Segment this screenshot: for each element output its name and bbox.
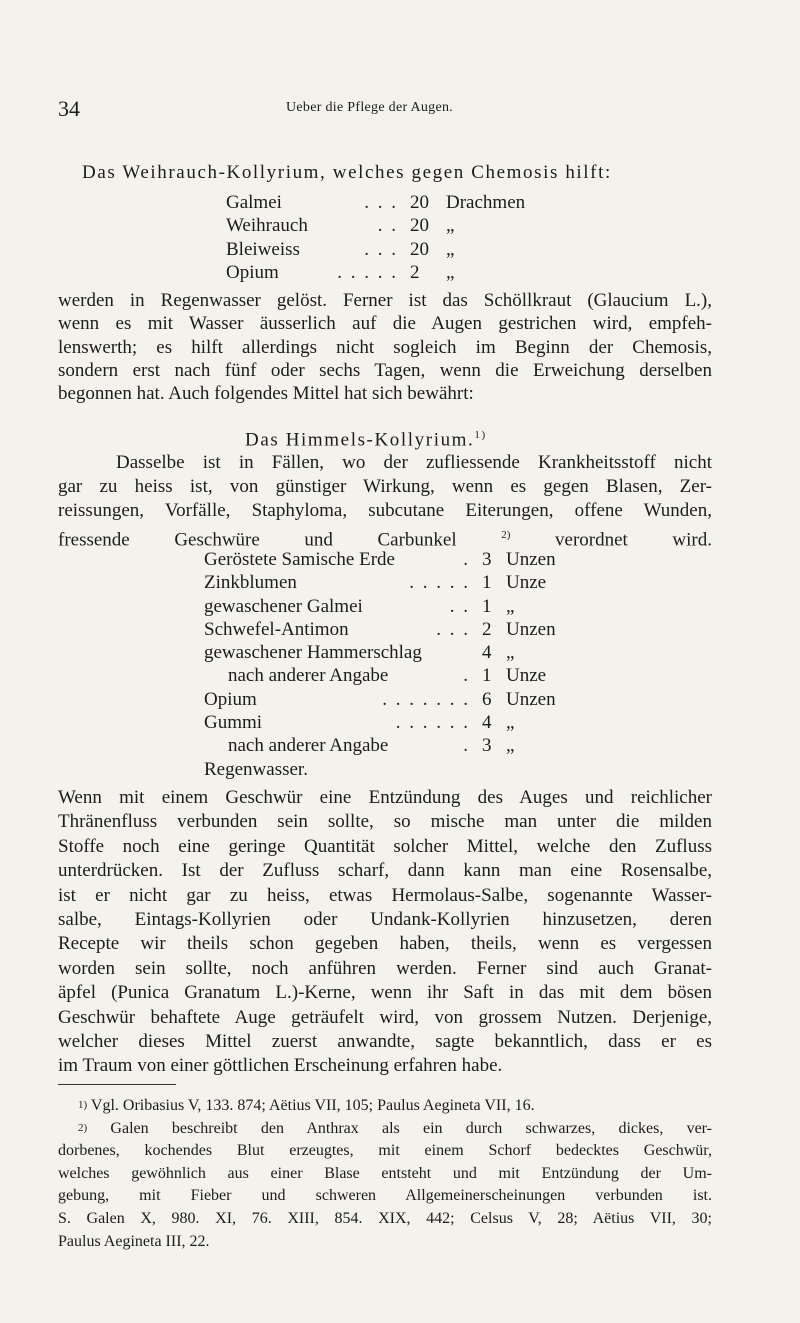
ingredient-name: Opium (226, 261, 279, 283)
leader-dots: . (463, 665, 470, 687)
footnote-line: S. Galen X, 980. XI, 76. XIII, 854. XIX, 442; Celsus V, 28; Aëtius VII, 30; (58, 1210, 712, 1227)
leader-dots: . . . . . . (395, 712, 470, 734)
text-line: begonnen hat. Auch folgendes Mittel hat sich bewährt: (58, 383, 474, 405)
recipe-row (204, 711, 584, 734)
recipe-row (226, 261, 546, 284)
ingredient-name: Geröstete Samische Erde (204, 549, 395, 570)
ingredient-quantity: 1 (482, 665, 492, 687)
text-line: Wenn mit einem Geschwür eine Entzündung des Auges und reichlicher (58, 787, 712, 808)
ingredient-name: Galmei (226, 192, 282, 213)
text-line: unterdrücken. Ist der Zufluss scharf, dann kann man eine Rosensalbe, (58, 860, 712, 882)
footnote-line: $^{1)}$ Vgl. Oribasius V, 133. 874; Aëtius VII, 105; Paulus Aegineta VII, 16. (78, 1097, 535, 1114)
ingredient-name: Bleiweiss (226, 238, 300, 260)
ingredient-unit: Unzen (506, 549, 556, 570)
page-header (58, 96, 718, 124)
recipe-heading-himmels (245, 424, 545, 451)
leader-dots: . . . (436, 618, 470, 640)
text-before-ref: fressende Geschwüre und Carbunkel (58, 529, 457, 551)
ingredient-unit: „ (446, 238, 455, 260)
recipe-row (204, 571, 584, 594)
leader-dots: . (463, 549, 470, 570)
text-line: reissungen, Vorfälle, Staphyloma, subcutane Eiterungen, offene Wunden, (58, 500, 712, 521)
ingredient-name: Regenwasser. (204, 758, 308, 780)
recipe-row (204, 758, 584, 781)
text-line: worden sein sollte, noch anführen werden. Ferner sind auch Granat- (58, 957, 712, 979)
ingredient-quantity: 3 (482, 735, 492, 757)
recipe-row (204, 595, 584, 618)
ingredient-unit: „ (506, 642, 515, 664)
leader-dots: . . (377, 215, 398, 237)
footnote-ref-2: 2) (501, 529, 511, 541)
recipe-row (204, 734, 584, 757)
text-line: welcher dieses Mittel zuerst anwandte, sagte bekanntlich, dass er es (58, 1031, 712, 1052)
ingredient-quantity: 20 (410, 238, 429, 260)
recipe-himmels (204, 548, 584, 781)
footnote-line: Paulus Aegineta III, 22. (58, 1232, 210, 1250)
ingredient-unit: Unze (506, 572, 547, 594)
text-line: Dasselbe ist in Fällen, wo der zufliessende Krankheitsstoff nicht (116, 452, 712, 473)
ingredient-name: Weihrauch (226, 215, 308, 237)
ingredient-unit: Unzen (506, 688, 556, 710)
leader-dots: . . . . . (337, 261, 398, 283)
ingredient-quantity: 20 (410, 215, 429, 237)
recipe-row (226, 214, 546, 237)
footnote-ref-1: 1) (474, 429, 487, 441)
page-number: 34 (58, 96, 80, 121)
footnote-number: 2) (78, 1121, 88, 1134)
recipe-heading-weihrauch: Das Weihrauch-Kollyrium, welches gegen Chemosis hilft: (82, 162, 612, 183)
ingredient-quantity: 1 (482, 572, 492, 594)
text-line: äpfel (Punica Granatum L.)-Kerne, wenn ihr Saft in das mit dem bösen (58, 982, 712, 1004)
text-line: salbe, Eintags-Kollyrien oder Undank-Kollyrien hinzusetzen, deren (58, 909, 712, 930)
leader-dots: . . . . . . . (382, 688, 470, 710)
text-line: sondern erst nach fünf oder sechs Tagen, wenn die Erweichung derselben (58, 359, 712, 381)
leader-dots: . . . . . (409, 572, 470, 594)
ingredient-unit: Unze (506, 665, 547, 687)
ingredient-quantity: 20 (410, 192, 429, 213)
ingredient-name: Zinkblumen (204, 572, 297, 594)
ingredient-name: Schwefel-Antimon (204, 618, 349, 640)
recipe-row (226, 191, 546, 214)
ingredient-unit: „ (506, 712, 515, 734)
ingredient-name: gewaschener Galmei (204, 595, 363, 617)
ingredient-unit: „ (446, 261, 455, 283)
recipe-row (226, 238, 546, 261)
text-after-ref: verordnet wird. (510, 529, 712, 551)
ingredient-unit: „ (506, 595, 515, 617)
recipe-row (204, 641, 584, 664)
ingredient-unit: Drachmen (446, 192, 526, 213)
text-line: Recepte wir theils schon gegeben haben, theils, wenn es vergessen (58, 933, 712, 955)
ingredient-quantity: 1 (482, 595, 492, 617)
text-line: ist er nicht gar zu heiss, etwas Hermolaus-Salbe, sogenannte Wasser- (58, 884, 712, 906)
ingredient-quantity: 3 (482, 549, 492, 570)
ingredient-quantity: 2 (482, 618, 492, 640)
ingredient-quantity: 4 (482, 712, 492, 734)
footnote-rule (58, 1084, 176, 1085)
heading-text: Das Himmels-Kollyrium. (245, 429, 475, 451)
text-line: wenn es mit Wasser äusserlich auf die Augen gestrichen wird, empfeh- (58, 313, 712, 335)
ingredient-quantity: 2 (410, 261, 420, 283)
ingredient-unit: „ (446, 215, 455, 237)
footnote-line: gebung, mit Fieber und schweren Allgemeinerscheinungen verbunden ist. (58, 1187, 712, 1205)
recipe-row (204, 548, 584, 571)
text-line: Geschwür behaftete Auge geträufelt wird, von grossem Nutzen. Derjenige, (58, 1006, 712, 1028)
text-line: Thränenfluss verbunden sein sollte, so mische man unter die milden (58, 811, 712, 833)
ingredient-name: Gummi (204, 712, 263, 734)
leader-dots: . . . (364, 192, 398, 213)
ingredient-quantity: 4 (482, 642, 492, 664)
ingredient-name: nach anderer Angabe (228, 665, 389, 687)
text-line: lenswerth; es hilft allerdings nicht sogleich im Beginn der Chemosis, (58, 336, 712, 358)
text-line: werden in Regenwasser gelöst. Ferner ist das Schöllkraut (Glaucium L.), (58, 290, 712, 311)
leader-dots: . (463, 735, 470, 757)
recipe-row (204, 664, 584, 687)
ingredient-unit: Unzen (506, 618, 556, 640)
ingredient-quantity: 6 (482, 688, 492, 710)
footnote-line: dorbenes, kochendes Blut erzeugtes, mit einem Schorf bedecktes Geschwür, (58, 1142, 712, 1160)
ingredient-name: nach anderer Angabe (228, 735, 389, 757)
footnote-number: 1) (78, 1099, 88, 1111)
running-title: Ueber die Pflege der Augen. (286, 100, 454, 115)
text-line: Stoffe noch eine geringe Quantität solcher Mittel, welche den Zufluss (58, 835, 712, 857)
leader-dots: . . . (364, 238, 398, 260)
footnote-line: welches gewöhnlich aus einer Blase entsteht und mit Entzündung der Um- (58, 1164, 712, 1182)
text-line: im Traum von einer göttlichen Erscheinung erfahren habe. (58, 1055, 503, 1077)
recipe-weihrauch (226, 191, 546, 284)
leader-dots: . . (449, 595, 470, 617)
ingredient-name: Opium (204, 688, 257, 710)
ingredient-unit: „ (506, 735, 515, 757)
footnote-line: $^{2)}$ Galen beschreibt den Anthrax als ein durch schwarzes, dickes, ver- (78, 1119, 712, 1137)
text-line: gar zu heiss ist, von günstiger Wirkung, wenn es gegen Blasen, Zer- (58, 476, 712, 497)
ingredient-name: gewaschener Hammerschlag (204, 642, 422, 664)
recipe-row (204, 618, 584, 641)
recipe-row (204, 688, 584, 711)
